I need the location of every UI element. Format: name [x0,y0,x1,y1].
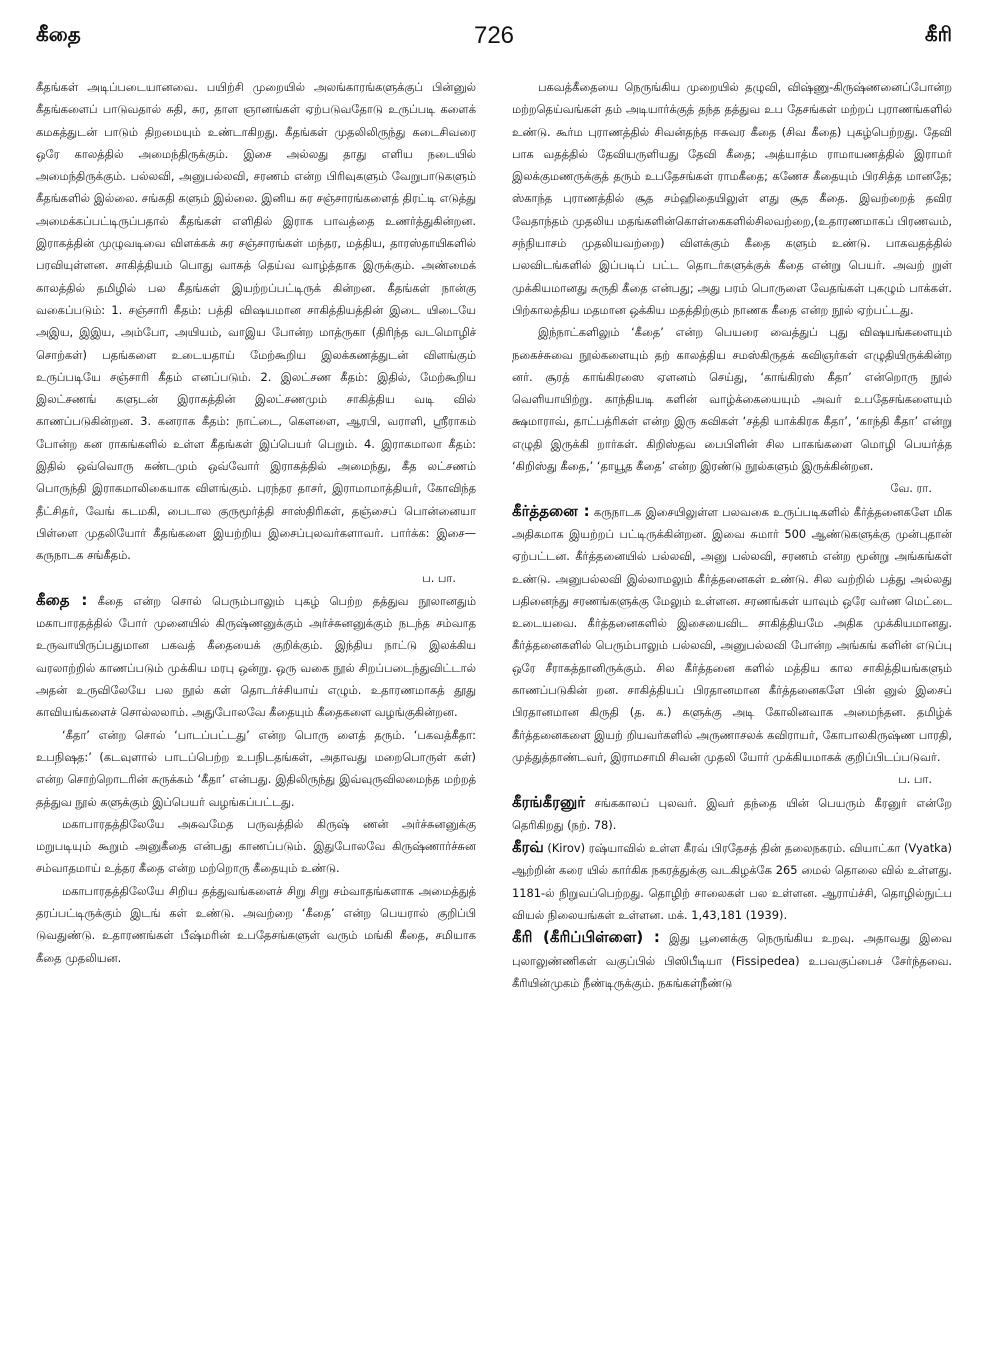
paragraph: ‘கீதா’ என்ற சொல் ‘பாடப்பட்டது’ என்ற பொரு ளைத் தரும். ‘பகவத்கீதா: உபநிஷத:’ (கடவுளால் பாடப்பெற்ற உபநிடதங்கள், அதாவது மறைபொருள் கள்) என்ற சொற்றொடரின் சுருக்கம் ‘கீதா’ என்பது. இதிலிருந்து இவ்வுருவிலமைந்த மற்றத் தத்துவ நூல் களுக்கும் இப்பெயர் வழங்கப்பட்டது. [36,727,476,809]
author-signature: ப. பா. [422,570,456,585]
entry-headword: கீரங்கீரனுர் [512,792,586,811]
author-signature: வே. ரா. [890,481,932,496]
entry-paragraph: கீதை : கீதை என்ற சொல் பெரும்பாலும் புகழ் பெற்ற தத்துவ நூலானதும் மகாபாரதத்தில் போர் முனையில் கிருஷ்ணனுக்கும் அர்ச்சுனனுக்கும் நடந்த சம்வாத உருவாயிருப்பதுமான பகவத் கீதையைக் குறிக்கும். இந்திய நாட்டு இலக்கிய வரலாற்றில் காணப்படும் முக்கிய மரபு ஒன்று. ஒரு வகை நூல் சிறப்படைந்துவிட்டால் அதன் உருவிலேயே பல நூல் கள் தொடர்ச்சியாய் எழும். உதாரணமாகத் தூது காவியங்களைச் சொல்லலாம். அதுபோலவே கீதையும் கீதைகளை வழங்குகின்றன. [36,590,477,720]
header-left-word: கீதை [36,22,81,46]
paragraph: மகாபாரதத்திலேயே சிறிய தத்துவங்களைச் சிறு சிறு சம்வாதங்களாக அமைத்துத் தரப்பட்டிருக்கும் இடங் கள் உண்டு. அவற்றை ‘கீதை’ என்ற பெயரால் குறிப்பி டுவதுண்டு. உதாரணங்கள் பீஷ்மரின் உபதேசங்களுள் வரும் மங்கி கீதை, சமியாக கீதை முதலியன. [36,883,476,965]
entry-headword: கீரவ் [512,838,544,857]
paragraph: கீதங்கள் அடிப்படையானவை. பயிற்சி முறையில் அலங்காரங்களுக்குப் பின்னுல் கீதங்களைப் பாடுவதால் சுதி, சுர, தாள ஞானங்கள் ஏற்படுவதோடு உருப்படி களைக் கமகத்துடன் பாடும் திறமையும் உண்டாகிறது. கீதங்கள் முதலிலிருந்து கடைசிவரை ஒரே காலத்தில் அமைந்திருக்கும். இசை அல்லது தாது எளிய நடையில் அமைந்திருக்கும். பல்லவி, அனுபல்லவி, சரணம் என்ற பிரிவுகளும் வேறுபாடுகளும் கீதங்களில் இல்லை. சங்கதி களும் இல்லை. இனிய சுர சஞ்சாரங்களைத் திரட்டி எடுத்து அமைக்கப்பட்டிருப்பதால் கீதங்கள் எளிதில் இராக பாவத்தை உணர்த்துகின்றன. இராகத்தின் முழுவடிவை விளக்கக் சுர சஞ்சாரங்கள் மந்தர, மத்திய, தாரஸ்தாயிகளில் பரவியுள்ளன. சாகித்தியம் பொது வாகத் தெய்வ வாழ்த்தாக இருக்கும். அண்மைக் காலத்தில் தமிழில் பல கீதங்கள் இயற்றப்பட்டிருக் கின்றன. கீதங்கள் நான்கு வகைப்படும்: 1. சஞ்சாரி கீதம்: பத்தி விஷயமான சாகித்தியத்தின் இடை யிடையே அஇய, இஇய, அம்போ, அயியம், வாஇய போன்ற மாத்ருகா (திரிந்த வடமொழிச் சொற்கள்) பதங்களை உடையதாய் மேற்கூறிய இலக்கணத்துடன் விளங்கும் உருப்படியே சஞ்சாரி கீதம் எனப்படும். 2. இலட்சண கீதம்: இதில், மேற்கூறிய இலட்சணங் களுடன் இராகத்தின் இலட்சணமும் சாகித்திய வடி வில் காணப்படுகின்றன. 3. கனராக கீதம்: நாட்டை, கௌளை, ஆரபி, வராளி, ஸ்ரீராகம் போன்ற கன ராகங்களில் உள்ள கீதங்கள் இப்பெயர் பெறும். 4. இராகமாலா கீதம்: இதில் ஒவ்வொரு கண்டமும் ஒவ்வோர் இராகத்தில் அமைந்து, கீத லட்சணம் பொருந்தி இராகமாலிகையாக விளங்கும். புரந்தர தாசர், இராமாமாத்தியர், கோவிந்த தீட்சிதர், வேங் கடமகி, பைடால குருமூர்த்தி சாஸ்திரிகள், தஞ்சைப் பொன்னையா பிள்ளை முதலியோர் கீதங்களை இயற்றிய இசைப்புலவர்களாவர். பார்க்க: இசை—கருநாடக சங்கீதம். [36,80,476,563]
entry-headword: கீதை : [36,590,88,609]
paragraph: பகவத்கீதையை நெருங்கிய முறையில் தழுவி, விஷ்ணு-கிருஷ்ணனைப்போன்ற மற்றதெய்வங்கள் தம் அடியார்க்குத் தந்த தத்துவ உப தேசங்கள் மற்றப் புராணங்களில் உண்டு. கூர்ம புராணத்தில் சிவன்தந்த ஈசுவர கீதை (சிவ கீதை) புகழ்பெற்றது. தேவி பாக வதத்தில் தேவியருளியது தேவி கீதை; அத்யாத்ம ராமாயணத்தில் இராமர் இலக்குமணருக்குத் தரும் உபதேசங்கள் ராமகீதை; கணேச கீதையும் பிரசித்த மானதே; ஸ்காந்த புராணத்தில் சூத சம்ஹிதையிலுள் ளது சூத கீதை. இவற்றைத் தவிர வேதாந்தம் முதலிய மதங்களின்கொள்கைகளில்சிலவற்றை,(உதாரணமாகப் பிரணவம், சந்நியாசம் முதலியவற்றை) விளக்கும் கீதை களும் உண்டு. பாகவதத்தில் பலவிடங்களில் இப்படிப் பட்ட தொடர்களுக்குக் கீதை என்று பெயர். அவற் றுள் முக்கியமானது சுருதி கீதை என்பது; அது பரம் பொருளை வேதங்கள் புகழும் பாக்கள். பிற்காலத்திய மதமான ஒக்கிய மதத்திற்கும் நாணக கீதை என்ற நூல் ஏற்பட்டது. [512,80,952,317]
entry-headword: கீர்த்தனை : [512,501,590,520]
left-column [36,76,476,994]
page-number: 726 [473,22,515,49]
entry-paragraph: கீர்த்தனை : கருநாடக இசையிலுள்ள பலவகை உருப்படிகளில் கீர்த்தனைகளே மிக அதிகமாக இயற்றப் பட்டிருக்கின்றன. இவை சுமார் 500 ஆண்டுகளுக்கு முன்புதான் ஏற்பட்டன. கீர்த்தனையில் பல்லவி, அனு பல்லவி, சரணம் என்ற மூன்று அங்கங்கள் உண்டு. அனுபல்லவி இல்லாமலும் கீர்த்தனைகள் உண்டு. சில வற்றில் பத்து அல்லது பதினைந்து சரணங்களுக்கு மேலும் உள்ளன. சரணங்கள் யாவும் ஒரே வர்ண மெட்டை உடையவை. கீர்த்தனைகளில் இசையைவிட சாகித்தியமே அதிக முக்கியமானது. கீர்த்தனைகளில் பெரும்பாலும் பல்லவி, அனுபல்லவி போன்ற அங்கங் களின் எடுப்பு ஒரே சீராகத்தானிருக்கும். சில கீர்த்தனை களில் மத்திய கால சாகித்தியங்களும் காணப்படுகின் றன. சாகித்தியப் பிரதானமான கீர்த்தனைகளே பின் னுல் இசைப் பிரதானமான கிருதி (த. க.) களுக்கு அடி கோலினவாக அமைந்தன. தமிழ்க் கீர்த்தனைகளை இயற் றியவர்களில் அருணாசலக் கவிராயர், கோபாலகிருஷ்ண பாரதி, முத்துத்தாண்டவர், இராமசாமி சிவன் முதலி யோர் முக்கியமாகக் குறிப்பிடப்படுவர். [512,501,953,764]
entry-paragraph: கீரவ் (Kirov) ரஷ்யாவில் உள்ள கீரவ் பிரதேசத் தின் தலைநகரம். வியாட்கா (Vyatka) ஆற்றின் கரை யில் கார்கிக நகரத்துக்கு வடகிழக்கே 265 மைல் தொலை வில் உள்ளது. 1181-ல் நிறுவப்பெற்றது. தொழிற் சாலைகள் பல உள்ளன. ஆராய்ச்சி, தொழில்நுட்ப வியல் நிலையங்கள் உள்ளன. மக். 1,43,181 (1939). [512,838,952,922]
page-header [36,22,952,62]
paragraph: மகாபாரதத்திலேயே அசுவமேத பருவத்தில் கிருஷ் ணன் அர்ச்சுனனுக்கு மறுபடியும் கூறும் அனுகீதை என்பது காணப்படும். இதுபோலவே கிருஷ்ணார்ச்சுன சம்வாதமாய் உத்தர கீதை என்ற மற்றொரு கீதையும் உண்டு. [36,816,476,876]
entry-paragraph: கீரங்கீரனுர் சங்ககாலப் புலவர். இவர் தந்தை யின் பெயரும் கீரனுர் என்றே தெரிகிறது (நற். 78). [512,792,952,832]
right-column [512,76,952,994]
entry-headword: கீரி (கீரிப்பிள்ளை) : [512,928,660,947]
entry-paragraph: கீரி (கீரிப்பிள்ளை) : இது பூனைக்கு நெருங்கிய உறவு. அதாவது இவை புலாலுண்ணிகள் வகுப்பில் பிஸிபீடியா (Fissipedea) உபவகுப்பைச் சேர்ந்தவை. கீரியின்முகம் நீண்டிருக்கும். நகங்கள்நீண்டு [512,928,952,990]
paragraph: இந்நாட்களிலும் ‘கீதை’ என்ற பெயரை வைத்துப் புது விஷயங்களையும் நகைச்சுவை நூல்களையும் தற் காலத்திய சமஸ்கிருதக் கவிஞர்கள் எழுதியிருக்கின்ற னர். சூரத் காங்கிரஸை ஏளனம் செய்து, ‘காங்கிரஸ் கீதா’ என்றொரு நூல் வெளியாயிற்று. காந்தியடி களின் வாழ்க்கையையும் அவர் உபதேசங்களையும் க்ஷமாராவ், தாட்பத்ரிகள் என்ற இரு கவிகள் ‘சத்தி யாக்கிரக கீதா’, ‘காந்தி கீதா’ என்று எழுதி இருக்கி றார்கள். கிறிஸ்தவ பைபிளின் சில பாகங்களை மொழி பெயர்த்த ‘கிறிஸ்து கீதை,’ ‘தாயூத கீதை’ என்ற இரண்டு நூல்களும் இருக்கின்றன. [512,325,952,474]
author-signature: ப. பா. [898,772,932,787]
header-right-word: கீரி [924,22,952,46]
